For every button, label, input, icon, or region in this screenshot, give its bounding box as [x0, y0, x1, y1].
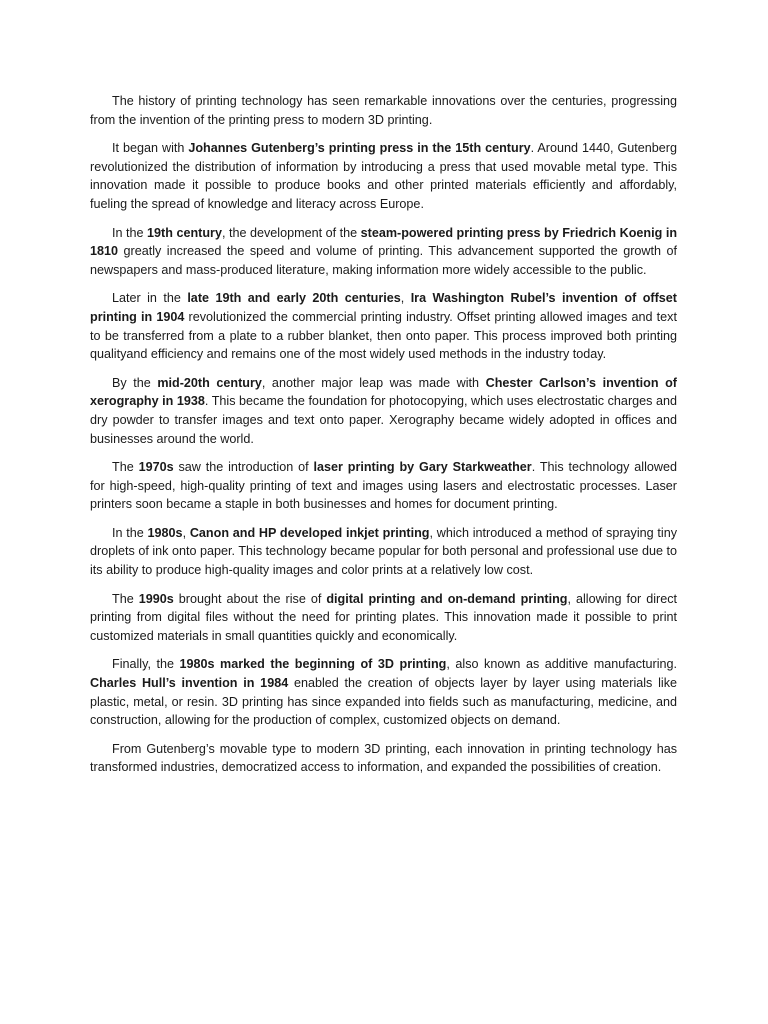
- body-text: From Gutenberg’s movable type to modern 3D printing, each innovation in printing technology has transformed industries, democratized access to information, and expanded the possibilities of creation.: [90, 741, 677, 775]
- paragraph-intro: [90, 92, 677, 129]
- bold-text: Chester Carlson’s invention of xerography in 1938: [90, 375, 677, 409]
- body-text: In the: [112, 525, 148, 540]
- body-text: . This technology allowed for high-speed, high-quality printing of text and images using lasers and electrostatic processes. Laser printers soon became a staple in both businesses and homes for document printing.: [90, 460, 678, 512]
- bold-text: Charles Hull’s invention in 1984: [90, 676, 289, 691]
- body-text: , another major leap was made with: [261, 375, 486, 390]
- bold-text: Johannes Gutenberg’s printing press in the 15th century: [188, 141, 531, 156]
- body-text: It began with: [112, 141, 189, 156]
- paragraph-offset-printing: [90, 289, 677, 363]
- body-text: In the: [112, 225, 148, 240]
- paragraph-steam-press: [90, 224, 677, 280]
- bold-text: mid-20th century: [157, 375, 262, 390]
- body-text: . Around 1440, Gutenberg revolutionized the distribution of information by introducing a press that used movable metal type. This innovation made it possible to produce books and other printed materials efficiently and affordably, fueling the spread of knowledge and literacy across Europe.: [90, 141, 677, 211]
- bold-text: late 19th and early 20th centuries: [187, 291, 401, 306]
- paragraph-inkjet-printing: [90, 524, 677, 580]
- paragraph-gutenberg: [90, 139, 677, 213]
- body-text: The history of printing technology has seen remarkable innovations over the centuries, progressing from the invention of the printing press to modern 3D printing.: [90, 94, 677, 127]
- bold-text: 1990s: [138, 591, 174, 606]
- bold-text: 1980s: [147, 525, 183, 540]
- bold-text: digital printing and on-demand printing: [326, 591, 568, 606]
- body-text: , also known as additive manufacturing.: [446, 657, 678, 672]
- body-text: greatly increased the speed and volume of printing. This advancement supported the growth of newspapers and mass-produced literature, making information more widely accessible to the public.: [90, 244, 677, 277]
- bold-text: laser printing by Gary Starkweather: [313, 460, 532, 475]
- body-text: revolutionized the commercial printing industry. Offset printing allowed images and text to be transferred from a plate to a rubber blanket, then onto paper. This process improved both printing qualityand efficiency and remains one of the most widely used methods in the industry today.: [90, 309, 677, 362]
- body-text: ,: [400, 291, 411, 306]
- body-text: Finally, the: [112, 657, 180, 672]
- body-text: By the: [112, 375, 158, 390]
- paragraph-laser-printing: [90, 458, 677, 514]
- body-text: The: [112, 591, 139, 606]
- bold-text: Ira Washington Rubel’s invention of offset printing in 1904: [90, 291, 677, 324]
- bold-text: steam-powered printing press by Friedrich Koenig in 1810: [90, 225, 678, 259]
- body-text: The: [112, 460, 139, 475]
- body-text: , the development of the: [221, 225, 361, 240]
- body-text: enabled the creation of objects layer by layer using materials like plastic, metal, or resin. 3D printing has since expanded into fields such as manufacturing, medicine, and construction, allowing for the production of complex, customized objects on demand.: [90, 676, 678, 728]
- body-text: . This became the foundation for photocopying, which uses electrostatic charges and dry powder to transfer images and text onto paper. Xerography became widely adopted in offices and businesses around the world.: [90, 394, 677, 446]
- body-text: brought about the rise of: [173, 591, 327, 606]
- bold-text: 1970s: [138, 460, 174, 475]
- paragraph-xerography: [90, 374, 677, 448]
- body-text: Later in the: [112, 291, 188, 306]
- paragraph-3d-printing: [90, 655, 677, 729]
- document-body: [90, 92, 677, 787]
- body-text: , allowing for direct printing from digital files without the need for printing plates. This innovation made it possible to print customized materials in small quantities quickly and economically.: [90, 591, 677, 643]
- bold-text: Canon and HP developed inkjet printing: [189, 525, 430, 540]
- body-text: saw the introduction of: [173, 460, 314, 475]
- bold-text: 1980s marked the beginning of 3D printing: [179, 657, 447, 672]
- paragraph-digital-printing: [90, 590, 677, 646]
- body-text: , which introduced a method of spraying tiny droplets of ink onto paper. This technology became popular for both personal and professional use due to its ability to produce high-quality images and color prints at a relatively low cost.: [90, 525, 678, 578]
- body-text: ,: [182, 525, 190, 540]
- paragraph-conclusion: [90, 740, 677, 777]
- bold-text: 19th century: [147, 225, 222, 240]
